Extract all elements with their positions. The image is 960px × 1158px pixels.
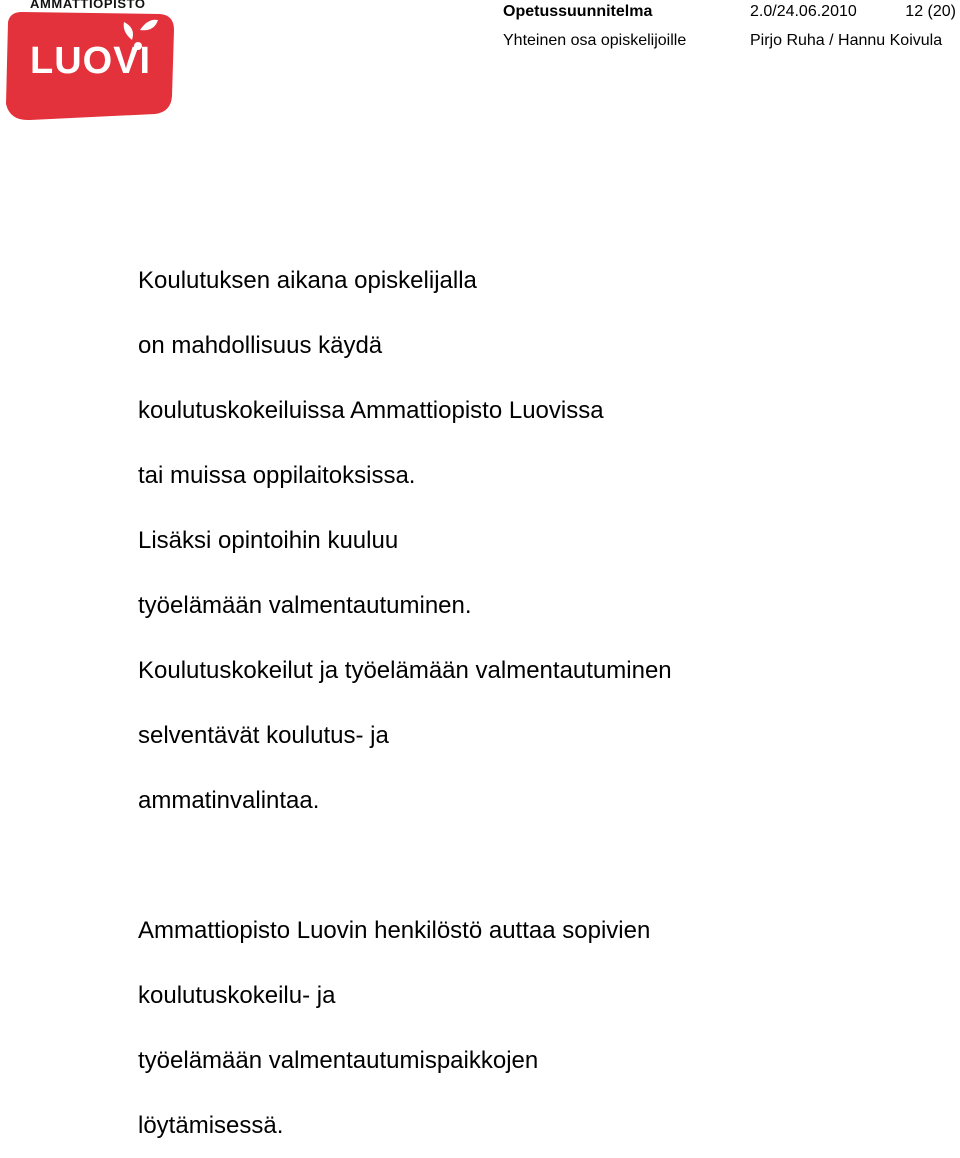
text-line: koulutuskokeiluissa Ammattiopisto Luovissa — [138, 397, 604, 424]
text-line: työelämään valmentautumispaikkojen — [138, 1047, 539, 1074]
logo-word: LUOVI — [30, 40, 152, 82]
logo-top-text: AMMATTIOPISTO — [30, 0, 146, 11]
text-line: ammatinvalintaa. — [138, 787, 320, 814]
text-line: Ammattiopisto Luovin henkilöstö auttaa sopivien — [138, 917, 651, 944]
text-line: Lisäksi opintoihin kuuluu — [138, 527, 399, 554]
text-line: löytämisessä. — [138, 1112, 284, 1139]
text-line: Koulutuskokeilut ja työelämään valmentautuminen — [138, 657, 672, 684]
text-line: työelämään valmentautuminen. — [138, 592, 472, 619]
text-line: tai muissa oppilaitoksissa. — [138, 462, 416, 489]
text-line: koulutuskokeilu- ja — [138, 982, 336, 1009]
doc-title: Opetussuunnitelma — [503, 3, 653, 20]
text-line: on mahdollisuus käydä — [138, 332, 383, 359]
doc-authors: Pirjo Ruha / Hannu Koivula — [750, 32, 943, 49]
luovi-logo — [0, 0, 180, 125]
text-line: Koulutuksen aikana opiskelijalla — [138, 267, 477, 294]
text-line: selventävät koulutus- ja — [138, 722, 389, 749]
doc-version: 2.0/24.06.2010 — [750, 3, 857, 20]
body-text — [138, 248, 918, 1158]
page-number: 12 (20) — [905, 3, 956, 20]
doc-subtitle: Yhteinen osa opiskelijoille — [503, 32, 687, 49]
